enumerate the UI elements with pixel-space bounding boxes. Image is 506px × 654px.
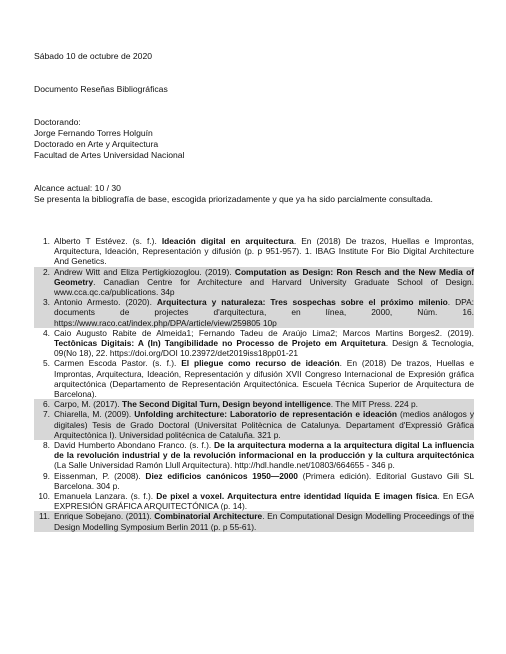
entry-number: 2. xyxy=(43,266,50,277)
entry-details: . En Computational Design Modelling Proceedings of the Design Modelling Symposium Berlin 2011 (p. p 55-61). xyxy=(54,511,475,532)
entry-details: . En EGA EXPRESIÓN GRÁFICA ARQUITECTÓNICA (p. 14). xyxy=(54,491,474,512)
entry-authors: Caio Augusto Rabite de Almeida1; Fernando Tadeu de Araújo Lima2; Marcos Martins Borges2. (2019). xyxy=(54,327,474,338)
entry-text xyxy=(52,511,474,531)
progress-status: Alcance actual: 10 / 30 xyxy=(34,183,121,193)
entry-text xyxy=(52,297,474,328)
bibliography-entry xyxy=(34,409,474,440)
faculty-name: Facultad de Artes Universidad Nacional xyxy=(34,150,185,160)
entry-title: Tectônicas Digitais: A (In) Tangibilidade no Processo de Projeto em Arquitetura xyxy=(54,338,386,349)
entry-details: (Primera edición). Editorial Gustavo Gili SL Barcelona. 304 p. xyxy=(54,470,475,491)
entry-title: Unfolding architecture: Laboratorio de representación e ideación xyxy=(134,409,398,420)
entry-authors: Andrew Witt and Eliza Pertigkiozoglou. (2019). xyxy=(54,266,235,277)
bibliography-entry xyxy=(34,358,474,399)
bibliography-entry xyxy=(34,297,474,328)
entry-text xyxy=(52,328,474,359)
entry-number: 7. xyxy=(43,409,50,420)
bibliography-entry xyxy=(34,471,474,491)
entry-details: . Canadian Centre for Architecture and Harvard University Graduate School of Design. www.cca.qc.ca/publications. 34p xyxy=(54,276,474,298)
bibliography-entry xyxy=(34,440,474,471)
document-date: Sábado 10 de octubre de 2020 xyxy=(34,51,153,61)
program-name: Doctorado en Arte y Arquitectura xyxy=(34,139,159,149)
entry-number: 9. xyxy=(43,470,50,481)
entry-title: The Second Digital Turn, Design beyond intelligence xyxy=(121,399,331,410)
entry-details: . DPA: documents de projectes d'arquitectura, en línea, 2000, Núm. 16. https://www.raco.cat/index.php/DPA/article/view/259805 10p xyxy=(54,297,474,328)
student-label: Doctorando: xyxy=(34,117,81,127)
entry-authors: David Humberto Abondano Franco. (s. f.). xyxy=(54,440,215,451)
entry-authors: Chiarella, M. (2009). xyxy=(54,409,135,420)
entry-number: 10. xyxy=(38,491,50,502)
entry-details: (La Salle Universidad Ramón Llull Arquitectura). http://hdl.handle.net/10803/664655 - 346 p. xyxy=(54,460,395,471)
entry-title: Diez edificios canónicos 1950—2000 xyxy=(145,470,298,481)
bibliography-entry xyxy=(34,267,474,298)
entry-authors: Carmen Escoda Pastor. (s. f.). xyxy=(54,358,182,369)
entry-details: . En (2018) De trazos, Huellas e Improntas, Arquitectura, Ideación, Representación y difusión (p. p 951-957). 1. IBAG Institute For Bio Digital Architecture And Genetics. xyxy=(54,236,474,267)
entry-number: 4. xyxy=(43,327,50,338)
entry-text xyxy=(52,440,474,471)
entry-text xyxy=(52,409,474,440)
entry-text xyxy=(52,399,474,409)
bibliography-entry xyxy=(34,511,474,531)
entry-number: 6. xyxy=(43,399,50,410)
document-title: Documento Reseñas Bibliográficas xyxy=(34,84,168,94)
entry-number: 3. xyxy=(43,297,50,308)
entry-title: Combinatorial Architecture xyxy=(154,511,263,522)
entry-authors: Enrique Sobejano. (2011). xyxy=(54,511,155,522)
entry-authors: Emanuela Lanzara. (s. f.). xyxy=(54,491,157,502)
entry-title: De la arquitectura moderna a la arquitectura digital La influencia de la revolución industrial y de la revolución informacional en la producción y la cultura arquitectónica xyxy=(54,440,474,461)
entry-authors: Antonio Armesto. (2020). xyxy=(54,297,157,308)
entry-text xyxy=(52,358,474,399)
entry-number: 5. xyxy=(43,358,50,369)
student-name: Jorge Fernando Torres Holguín xyxy=(34,128,153,138)
bibliography-list xyxy=(34,236,474,532)
entry-authors: Alberto T Estévez. (s. f.). xyxy=(54,236,162,246)
entry-details: . The MIT Press. 224 p. xyxy=(330,399,418,410)
entry-details: . En (2018) De trazos, Huellas e Improntas, Arquitectura, Ideación, Representación y difusión XVII Congreso Internacional de Expresión gráfica arquitectónica (Departamento de Representación Arquitectónica. Escuela Técnica Superior de Arquitectura de Barcelona). xyxy=(54,358,475,400)
entry-title: Ideación digital en arquitectura xyxy=(161,236,294,246)
entry-number: 11. xyxy=(38,511,50,522)
bibliography-entry xyxy=(34,236,474,267)
entry-title: El pliegue como recurso de ideación xyxy=(181,358,340,369)
entry-text xyxy=(52,491,474,511)
bibliography-entry xyxy=(34,399,474,409)
entry-title: Computation as Design: Ron Resch and the New Media of Geometry xyxy=(54,266,474,287)
entry-number: 1. xyxy=(43,236,50,246)
entry-text xyxy=(52,471,474,491)
bibliography-entry xyxy=(34,328,474,359)
entry-number: 8. xyxy=(43,440,50,451)
entry-details: . Design & Tecnologia, 09(No 18), 22. https://doi.org/DOI 10.23972/det2019iss18pp01-21 xyxy=(54,338,474,359)
entry-title: De pixel a voxel. Arquitectura entre identidad líquida E imagen física xyxy=(156,491,438,502)
entry-authors: Eissenman, P. (2008). xyxy=(54,470,146,481)
entry-text xyxy=(52,267,474,298)
intro-paragraph: Se presenta la bibliografía de base, escogida priorizadamente y que ya ha sido parcialmente consultada. xyxy=(34,194,433,204)
entry-authors: Carpo, M. (2017). xyxy=(54,399,122,410)
bibliography-entry xyxy=(34,491,474,511)
entry-details: (medios análogos y digitales) Tesis de Grado Doctoral (Universitat Politècnica de Catalunya. Departament d'Expressió Gràfica Arquitectònica I). Universidad politécnica de Cataluña. 321 p. xyxy=(54,409,475,440)
entry-title: Arquitectura y naturaleza: Tres sospechas sobre el próximo milenio xyxy=(156,297,448,308)
entry-text xyxy=(52,236,474,267)
